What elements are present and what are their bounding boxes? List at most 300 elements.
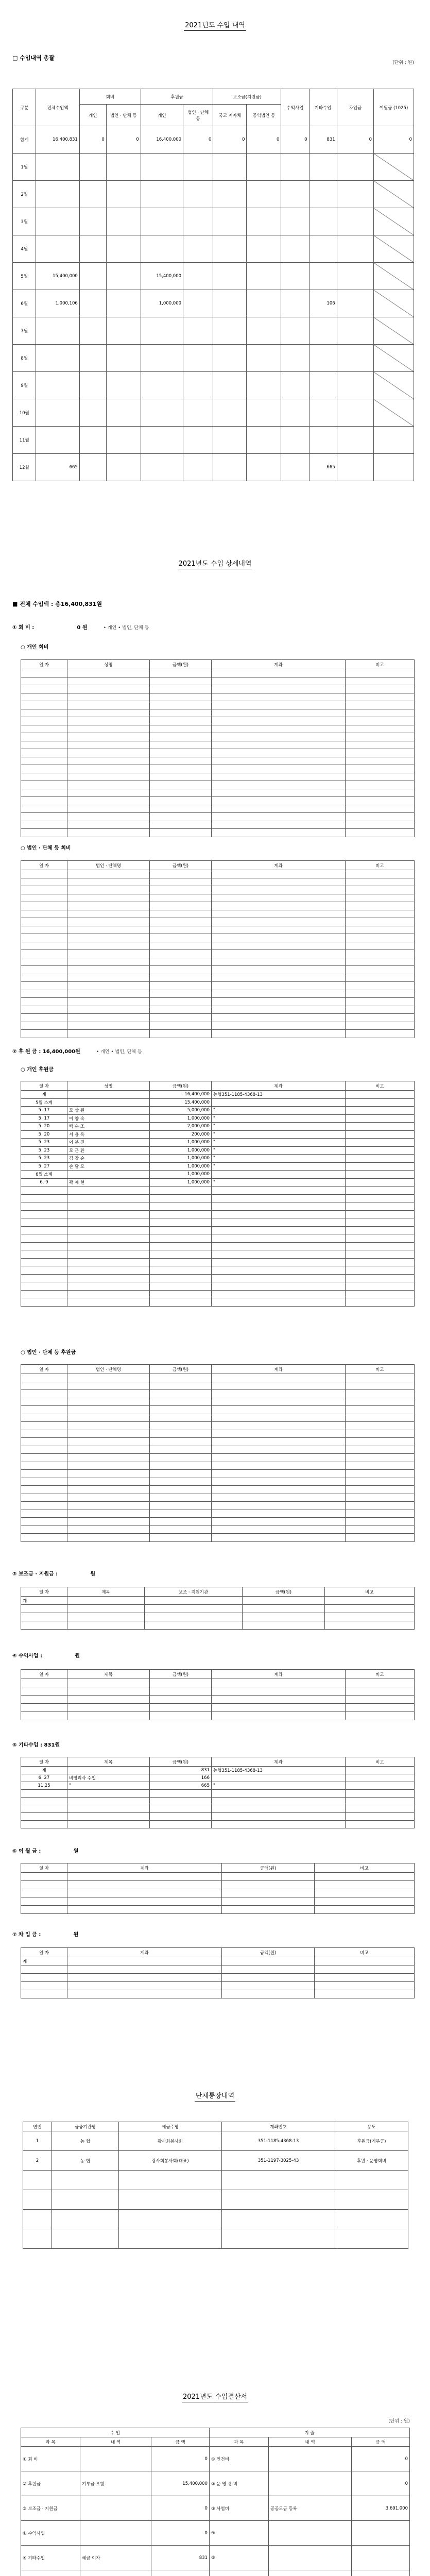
dues-row-cell: [21, 813, 67, 821]
org-dues-row-cell: [150, 918, 212, 926]
settle-cell: ① 인건비: [209, 2447, 268, 2471]
overview-cell: [36, 399, 79, 427]
overview-cell: [281, 399, 309, 427]
settle-cell: ⑤: [209, 2546, 268, 2570]
dues-row-cell: [212, 829, 346, 837]
subsidy-row: [21, 1613, 415, 1621]
overview-cell: [337, 317, 373, 345]
overview-cell: 831: [309, 126, 337, 154]
dues-heading: ① 회 비 : 0 원 • 개인 • 법인, 단체 등: [12, 625, 149, 631]
org-donation-row-cell: [21, 1526, 67, 1534]
overview-cell: [106, 427, 141, 454]
donation-row-cell: [150, 1298, 212, 1307]
donation-row: [21, 1234, 415, 1243]
donation-row-cell: [346, 1290, 415, 1298]
dues-row-cell: [67, 725, 150, 733]
col-header: 용도: [335, 2122, 408, 2131]
fund-row: [21, 1990, 415, 1998]
other-row-cell: [150, 1821, 212, 1828]
overview-cell: [106, 263, 141, 290]
biz-row-cell: [346, 1712, 415, 1720]
account-row-cell: 2: [23, 2151, 52, 2171]
col-header: 비고: [325, 1587, 415, 1597]
carry-row: [21, 1906, 415, 1914]
account-row: [23, 2151, 408, 2171]
dues-row-cell: [150, 773, 212, 781]
donation-row-cell: [21, 1266, 67, 1275]
settle-cell: ⑤ 기타수입: [21, 2546, 80, 2570]
fund-row-cell: [315, 1965, 415, 1974]
fund-row-cell: [67, 1957, 222, 1965]
account-row-cell: [335, 2210, 408, 2229]
overview-cell: [247, 372, 281, 399]
other-row: [21, 1774, 415, 1782]
donation-row: [21, 1162, 415, 1171]
org-dues-row-cell: [346, 918, 415, 926]
dues-row-cell: [67, 773, 150, 781]
dues-row-cell: [212, 693, 346, 701]
org-dues-row-cell: [346, 934, 415, 942]
org-donation-row-cell: [67, 1438, 150, 1446]
subsidy-row-cell: [21, 1613, 67, 1621]
col-header: 일 자: [21, 861, 67, 870]
org-dues-row-cell: [67, 870, 150, 878]
other-row-cell: 665: [150, 1782, 212, 1790]
org-dues-row-cell: [67, 974, 150, 982]
org-donation-row-cell: [150, 1414, 212, 1422]
donation-row-cell: [21, 1187, 67, 1195]
fund-row-cell: [222, 1990, 315, 1998]
overview-cell: [247, 263, 281, 290]
settle-row: [21, 2546, 410, 2570]
org-dues-row-cell: [212, 934, 346, 942]
other-row-cell: [21, 1790, 67, 1798]
org-donation-row: [21, 1398, 415, 1406]
dues-row-cell: [21, 797, 67, 805]
org-dues-row: [21, 1022, 415, 1030]
donation-row-cell: [346, 1194, 415, 1202]
carry-row-cell: [21, 1881, 67, 1889]
org-donation-row-cell: [21, 1510, 67, 1518]
overview-cell: [281, 372, 309, 399]
overview-cell: [247, 345, 281, 372]
overview-cell: [106, 372, 141, 399]
dues-row-cell: [346, 773, 415, 781]
fund-row-cell: [21, 1974, 67, 1982]
other-row-cell: [150, 1798, 212, 1805]
overview-row: [13, 126, 414, 154]
org-dues-row-cell: [21, 1014, 67, 1022]
org-dues-row-cell: [21, 926, 67, 934]
dues-row-cell: [212, 669, 346, 677]
donation-row-cell: [212, 1194, 346, 1202]
overview-cell: 0: [374, 126, 414, 154]
dues-row-cell: [346, 781, 415, 789]
org-donation-row: [21, 1526, 415, 1534]
donation-row-cell: [21, 1218, 67, 1227]
org-dues-row-cell: [21, 894, 67, 902]
org-donation-row-cell: [21, 1534, 67, 1542]
org-donation-row-cell: [150, 1430, 212, 1438]
donation-row-cell: [212, 1290, 346, 1298]
overview-cell: [281, 181, 309, 208]
dues-row-cell: [21, 749, 67, 757]
overview-cell: [106, 181, 141, 208]
donation-row-cell: [67, 1218, 150, 1227]
org-donation-row-cell: [67, 1502, 150, 1510]
donation-row-cell: 1,000,000: [150, 1178, 212, 1187]
org-donation-row-cell: [150, 1486, 212, 1494]
overview-row: [13, 181, 414, 208]
overview-cell: 6월: [13, 290, 36, 317]
carry-row: [21, 1897, 415, 1906]
overview-cell: 8월: [13, 345, 36, 372]
donation-row: [21, 1098, 415, 1107]
subsidy-row-cell: [243, 1613, 325, 1621]
col-header: 제목: [67, 1587, 145, 1597]
donation-row-cell: [212, 1242, 346, 1250]
other-row-cell: [212, 1821, 346, 1828]
col-sub-public: 공익법인 등: [247, 105, 281, 126]
donation-row-cell: [212, 1226, 346, 1234]
col-dues-personal: 개인: [79, 105, 106, 126]
col-header: 비고: [346, 1365, 415, 1374]
overview-row: [13, 399, 414, 427]
col-total: 전체수입액: [36, 89, 79, 126]
dues-row: [21, 821, 415, 829]
overview-cell: [337, 235, 373, 263]
donation-row-cell: [346, 1282, 415, 1291]
org-donation-row-cell: [67, 1526, 150, 1534]
settle-unit: (단위 : 원): [388, 2419, 410, 2424]
col-header: 비고: [346, 1081, 415, 1091]
org-dues-label: ○ 법인 · 단체 등 회비: [21, 845, 71, 851]
dues-row: [21, 765, 415, 773]
dues-row: [21, 685, 415, 693]
org-donation-row-cell: [21, 1462, 67, 1470]
org-donation-row-cell: [346, 1526, 415, 1534]
fund-row-cell: [67, 1982, 222, 1990]
biz-row-cell: [21, 1679, 67, 1687]
org-dues-row-cell: [346, 1006, 415, 1014]
overview-cell: [309, 154, 337, 181]
settle-cell: 3,691,000: [352, 2496, 410, 2521]
dues-row: [21, 797, 415, 805]
dues-row-cell: [67, 797, 150, 805]
donation-row-cell: 5. 23: [21, 1146, 67, 1155]
donation-row-cell: [67, 1258, 150, 1266]
dues-row-cell: [67, 829, 150, 837]
settle-row: [21, 2447, 410, 2471]
org-dues-row: [21, 886, 415, 894]
other-row-cell: [212, 1805, 346, 1813]
dues-row-cell: [346, 717, 415, 725]
org-dues-row-cell: [346, 910, 415, 918]
col-header: 금액(원): [222, 1948, 315, 1957]
dues-row-cell: [21, 757, 67, 765]
dues-row: [21, 741, 415, 749]
donation-row: [21, 1146, 415, 1155]
dues-row-cell: [212, 789, 346, 797]
other-row-cell: [67, 1813, 150, 1821]
dues-row-cell: [150, 829, 212, 837]
dues-row-cell: [150, 765, 212, 773]
overview-cell: [213, 399, 247, 427]
overview-cell: [183, 372, 213, 399]
dues-row-cell: [67, 741, 150, 749]
overview-cell: 0: [106, 126, 141, 154]
col-header: 보조 · 지원기관: [145, 1587, 243, 1597]
donation-row-cell: ": [212, 1123, 346, 1131]
biz-row: [21, 1712, 415, 1720]
dues-row-cell: [21, 725, 67, 733]
col-header: 계좌: [212, 1670, 346, 1679]
overview-cell: 합계: [13, 126, 36, 154]
overview-cell: [183, 181, 213, 208]
fund-row-cell: [315, 1974, 415, 1982]
overview-cell: [79, 317, 106, 345]
org-dues-row-cell: [150, 974, 212, 982]
dues-row-cell: [150, 725, 212, 733]
org-dues-row-cell: [67, 998, 150, 1006]
org-dues-row-cell: [212, 942, 346, 950]
dues-row-cell: [212, 733, 346, 741]
fund-row: [21, 1965, 415, 1974]
accounts-table: [23, 2122, 408, 2249]
account-row: [23, 2229, 408, 2249]
donation-row-cell: 6. 9: [21, 1178, 67, 1187]
donation-row-cell: [346, 1250, 415, 1259]
biz-row-cell: [346, 1687, 415, 1696]
dues-row-cell: [67, 789, 150, 797]
settle-cell: 831: [151, 2546, 210, 2570]
overview-cell: [281, 208, 309, 235]
dues-row-cell: [150, 685, 212, 693]
donation-row-cell: [346, 1155, 415, 1163]
overview-cell: [141, 154, 183, 181]
fund-row-cell: [315, 1982, 415, 1990]
org-dues-row-cell: [346, 942, 415, 950]
account-row-cell: 후원금(기부금): [335, 2131, 408, 2151]
col-header: 금액(원): [150, 861, 212, 870]
org-donation-row-cell: [150, 1438, 212, 1446]
overview-cell: [183, 208, 213, 235]
dues-row: [21, 813, 415, 821]
overview-cell: [183, 399, 213, 427]
subsidy-row-cell: [243, 1621, 325, 1630]
donation-row-cell: [21, 1202, 67, 1211]
org-dues-row-cell: [67, 942, 150, 950]
overview-cell: [374, 154, 414, 181]
overview-cell: [106, 235, 141, 263]
settle-cell: 0: [352, 2447, 410, 2471]
org-donation-row-cell: [67, 1414, 150, 1422]
org-donation-row: [21, 1510, 415, 1518]
col-header: 계좌: [67, 1948, 222, 1957]
org-donation-row-cell: [212, 1398, 346, 1406]
org-dues-row-cell: [212, 894, 346, 902]
org-dues-row-cell: [346, 974, 415, 982]
dues-row-cell: [21, 677, 67, 685]
dues-row: [21, 805, 415, 813]
account-row-cell: [119, 2210, 222, 2229]
org-donation-row-cell: [21, 1518, 67, 1526]
org-dues-row-cell: [212, 1030, 346, 1038]
account-row-cell: [335, 2229, 408, 2249]
org-donation-row-cell: [21, 1486, 67, 1494]
page-title-3: 단체통장내역: [0, 2090, 430, 2100]
overview-cell: [36, 181, 79, 208]
donation-row: [21, 1194, 415, 1202]
settle-cell: ③ 보조금 · 지원금: [21, 2496, 80, 2521]
dues-row: [21, 829, 415, 837]
donation-row: [21, 1290, 415, 1298]
donation-row-cell: [150, 1194, 212, 1202]
col-header: 일 자: [21, 660, 67, 669]
dues-row-cell: [21, 701, 67, 709]
carry-row-cell: [67, 1897, 222, 1906]
col-header: 성명: [67, 660, 150, 669]
overview-cell: [213, 290, 247, 317]
overview-cell: [309, 235, 337, 263]
dues-row-cell: [67, 733, 150, 741]
dues-row-cell: [212, 701, 346, 709]
org-donation-row-cell: [150, 1494, 212, 1502]
org-dues-row-cell: [21, 878, 67, 886]
settle-cell: 0: [151, 2521, 210, 2546]
donation-row-cell: 1,000,000: [150, 1114, 212, 1123]
org-dues-row-cell: [150, 958, 212, 966]
dues-row-cell: [346, 765, 415, 773]
overview-cell: 0: [213, 126, 247, 154]
other-row-cell: [67, 1821, 150, 1828]
dues-row: [21, 717, 415, 725]
overview-cell: [79, 372, 106, 399]
donation-row: [21, 1155, 415, 1163]
col-header: 계좌: [212, 1081, 346, 1091]
settle-cell: [269, 2521, 352, 2546]
overview-cell: [337, 427, 373, 454]
other-row-cell: [150, 1805, 212, 1813]
overview-cell: [337, 372, 373, 399]
org-dues-row-cell: [21, 974, 67, 982]
overview-cell: [79, 208, 106, 235]
donation-row-cell: 5. 20: [21, 1123, 67, 1131]
donation-row-cell: 5. 17: [21, 1107, 67, 1115]
col-header: 계좌번호: [222, 2122, 335, 2131]
org-dues-row-cell: [150, 1030, 212, 1038]
fund-row-cell: [21, 1990, 67, 1998]
org-donation-row: [21, 1486, 415, 1494]
col-header: 법인 · 단체명: [67, 861, 150, 870]
overview-cell: [374, 263, 414, 290]
biz-row-cell: [67, 1704, 150, 1712]
overview-cell: [374, 208, 414, 235]
overview-cell: [309, 263, 337, 290]
overview-row: [13, 154, 414, 181]
donation-row-cell: [67, 1234, 150, 1243]
settle-cell: [352, 2570, 410, 2576]
donation-row: [21, 1091, 415, 1099]
org-dues-row-cell: [67, 934, 150, 942]
org-dues-row-cell: [21, 886, 67, 894]
settle-col-header: 과 목: [209, 2437, 268, 2447]
settle-cell: [269, 2570, 352, 2576]
org-dues-row-cell: [150, 878, 212, 886]
donation-row-cell: [21, 1290, 67, 1298]
settle-cell: 15,400,000: [151, 2471, 210, 2496]
donation-row-cell: 이 양 숙: [67, 1114, 150, 1123]
donation-row-cell: 5. 20: [21, 1130, 67, 1139]
settle-cell: [21, 2570, 80, 2576]
donation-row-cell: ": [212, 1155, 346, 1163]
donation-row-cell: 1,000,000: [150, 1162, 212, 1171]
dues-row-cell: [67, 701, 150, 709]
col-header: 금액(원): [150, 1081, 212, 1091]
donation-row-cell: ": [212, 1130, 346, 1139]
donation-row-cell: 200,000: [150, 1130, 212, 1139]
org-dues-row-cell: [212, 982, 346, 990]
org-donation-row-cell: [346, 1422, 415, 1430]
overview-cell: [247, 208, 281, 235]
account-row-cell: [52, 2229, 119, 2249]
donation-row: [21, 1242, 415, 1250]
col-don-org: 법인 · 단체 등: [183, 105, 213, 126]
carry-row-cell: [21, 1873, 67, 1881]
dues-row-cell: [212, 813, 346, 821]
dues-row-cell: [212, 773, 346, 781]
overview-cell: 7월: [13, 317, 36, 345]
donation-row-cell: [346, 1091, 415, 1099]
org-dues-row-cell: [67, 950, 150, 958]
donation-row-cell: [67, 1098, 150, 1107]
fund-row-cell: 계: [21, 1957, 67, 1965]
col-month: 구분: [13, 89, 36, 126]
org-dues-row-cell: [150, 910, 212, 918]
donation-row-cell: [212, 1098, 346, 1107]
dues-row-cell: [346, 709, 415, 717]
overview-cell: [309, 317, 337, 345]
org-donation-row-cell: [346, 1382, 415, 1390]
org-dues-row-cell: [150, 870, 212, 878]
overview-cell: [36, 154, 79, 181]
other-row-cell: [150, 1790, 212, 1798]
org-dues-row-cell: [212, 974, 346, 982]
account-row-cell: [222, 2229, 335, 2249]
fund-row-cell: [67, 1974, 222, 1982]
settle-cell: [269, 2471, 352, 2496]
account-row-cell: [119, 2190, 222, 2210]
org-donation-row: [21, 1454, 415, 1462]
overview-cell: [281, 154, 309, 181]
subsidy-row-cell: [243, 1605, 325, 1613]
subsidy-row-cell: [67, 1605, 145, 1613]
dues-row-cell: [346, 757, 415, 765]
donation-row-cell: [346, 1114, 415, 1123]
overview-cell: 5월: [13, 263, 36, 290]
org-donation-row-cell: [21, 1382, 67, 1390]
org-dues-row-cell: [212, 990, 346, 998]
overview-row: [13, 235, 414, 263]
col-header: 비고: [346, 660, 415, 669]
org-donation-row-cell: [67, 1422, 150, 1430]
personal-dues-table: [21, 659, 415, 837]
overview-cell: [106, 454, 141, 481]
overview-cell: 0: [247, 126, 281, 154]
fund-row-cell: [67, 1965, 222, 1974]
donation-row-cell: [212, 1171, 346, 1179]
unit-label: (단위 : 원): [392, 60, 414, 65]
